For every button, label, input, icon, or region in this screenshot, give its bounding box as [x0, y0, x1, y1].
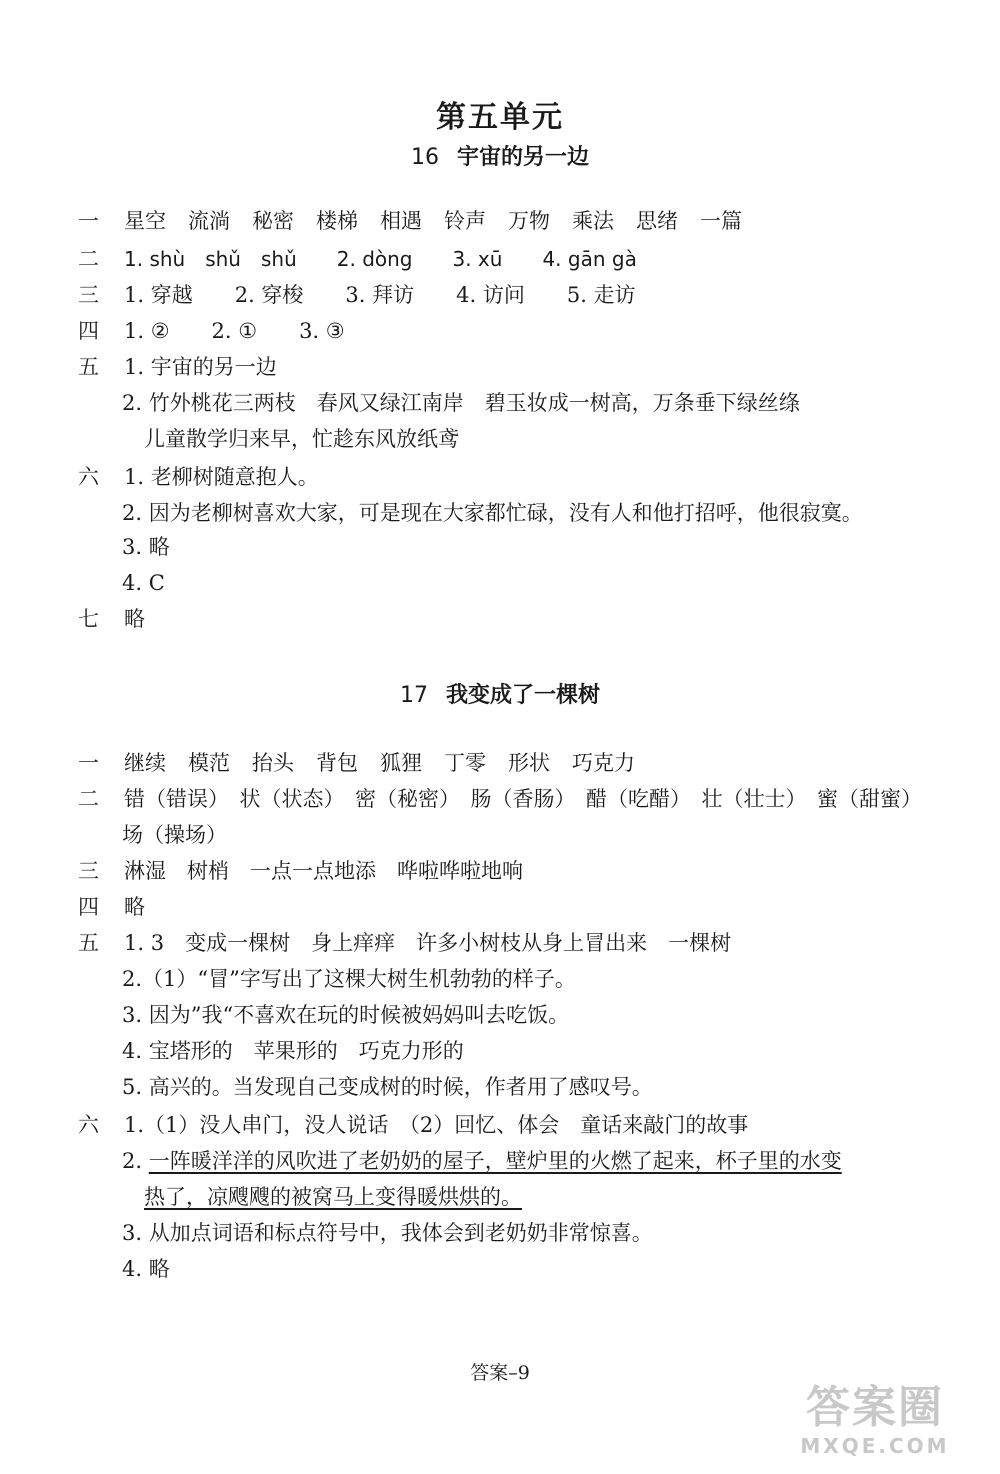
- answer-text: 1. ② 2. ① 3. ③: [124, 319, 345, 343]
- answer-text: 2. 因为老柳树喜欢大家，可是现在大家都忙碌，没有人和他打招呼，他很寂寞。: [122, 501, 863, 525]
- question-label: 四: [78, 319, 99, 343]
- answer-text: 淋湿 树梢 一点一点地添 哗啦哗啦地响: [124, 859, 523, 883]
- word: 继续: [124, 751, 166, 775]
- word: 丁零: [444, 751, 486, 775]
- unit-title: 第五单元: [436, 100, 564, 135]
- word: 巧克力: [572, 751, 635, 775]
- word: 楼梯: [316, 209, 358, 233]
- l17-q2: [78, 784, 922, 814]
- question-label: 六: [78, 1113, 99, 1137]
- watermark-logo-text: 答案圈: [806, 1382, 944, 1433]
- answer-text: 2. 竹外桃花三两枝 春风又绿江南岸 碧玉妆成一树高，万条垂下绿丝绦: [122, 391, 800, 415]
- l16-q4: [78, 316, 345, 346]
- answer-line: [144, 1182, 522, 1212]
- answer-text: 错（错误） 状（状态） 密（秘密） 肠（香肠） 醋（吃醋） 壮（壮士） 蜜（甜蜜）: [124, 787, 922, 811]
- answer-text: 场（操场）: [122, 823, 227, 847]
- question-label: 五: [78, 355, 99, 379]
- word: 乘法: [572, 209, 614, 233]
- l16-q7: [78, 604, 145, 634]
- underlined-text: 一阵暖洋洋的风吹进了老奶奶的屋子，壁炉里的火燃了起来，杯子里的水变: [148, 1149, 842, 1173]
- word: 流淌: [188, 209, 230, 233]
- l17-q3: [78, 856, 523, 886]
- answer-line: [122, 1146, 842, 1176]
- l17-q4: [78, 892, 145, 922]
- word: 形状: [508, 751, 550, 775]
- l16-q3: [78, 280, 636, 310]
- question-label: 二: [78, 787, 99, 811]
- lesson-17-title: [0, 678, 1000, 709]
- answer-text: 略: [124, 607, 145, 631]
- watermark-url: MXQE.COM: [800, 1434, 950, 1458]
- answer-text: 1.（1）没人串门，没人说话 （2）回忆、体会 童话来敲门的故事: [124, 1113, 749, 1137]
- lesson-16-title: [0, 140, 1000, 171]
- question-label: 三: [78, 283, 99, 307]
- word: 思绪: [636, 209, 678, 233]
- question-label: 七: [78, 607, 99, 631]
- answer-text: 3. 略: [122, 535, 170, 559]
- word: 相遇: [380, 209, 422, 233]
- answer-text: 1. 穿越 2. 穿梭 3. 拜访 4. 访问 5. 走访: [124, 283, 636, 307]
- answer-text: 1. 老柳树随意抱人。: [124, 465, 319, 489]
- word: 一篇: [700, 209, 742, 233]
- lesson-name: 我变成了一棵树: [445, 682, 600, 708]
- underlined-text: 热了，凉飕飕的被窝马上变得暖烘烘的。: [144, 1185, 522, 1209]
- l17-q6: [78, 1110, 748, 1140]
- question-label: 一: [78, 209, 99, 233]
- word: 万物: [508, 209, 550, 233]
- l16-q1: [78, 206, 742, 236]
- word: 模范: [188, 751, 230, 775]
- page-footer: 答案–9: [470, 1362, 530, 1384]
- l16-q5: [78, 352, 277, 382]
- l16-q6: [78, 462, 319, 492]
- l17-q1: [78, 748, 635, 778]
- question-label: 六: [78, 465, 99, 489]
- answer-text: 4. 宝塔形的 苹果形的 巧克力形的: [122, 1039, 464, 1063]
- answer-text: 1. 宇宙的另一边: [124, 355, 277, 379]
- answer-text: 4. 略: [122, 1257, 170, 1281]
- question-label: 五: [78, 931, 99, 955]
- lesson-number: 17: [399, 683, 428, 708]
- answer-text: 4. C: [122, 571, 165, 595]
- answer-text: 3. 从加点词语和标点符号中，我体会到老奶奶非常惊喜。: [122, 1221, 653, 1245]
- word: 秘密: [252, 209, 294, 233]
- l16-q2: [78, 244, 637, 274]
- answer-text: 略: [124, 895, 145, 919]
- question-label: 二: [78, 247, 99, 271]
- lesson-name: 宇宙的另一边: [456, 144, 589, 170]
- site-watermark: [770, 1382, 980, 1462]
- word: 铃声: [444, 209, 486, 233]
- answer-text: 1. shù shǔ shǔ 2. dòng 3. xū 4. gān gà: [124, 247, 637, 271]
- question-label: 一: [78, 751, 99, 775]
- answer-text: 3. 因为”我“不喜欢在玩的时候被妈妈叫去吃饭。: [122, 1003, 570, 1027]
- lesson-number: 16: [410, 145, 439, 170]
- answer-number: 2.: [122, 1149, 149, 1173]
- answer-text: 儿童散学归来早，忙趁东风放纸鸢: [144, 427, 459, 451]
- word: 狐狸: [380, 751, 422, 775]
- question-label: 三: [78, 859, 99, 883]
- question-label: 四: [78, 895, 99, 919]
- answer-text: 1. 3 变成一棵树 身上痒痒 许多小树枝从身上冒出来 一棵树: [124, 931, 732, 955]
- answer-text: 5. 高兴的。当发现自己变成树的时候，作者用了感叹号。: [122, 1075, 653, 1099]
- word: 抬头: [252, 751, 294, 775]
- word: 星空: [124, 209, 166, 233]
- word: 背包: [316, 751, 358, 775]
- l17-q5: [78, 928, 731, 958]
- answer-text: 2.（1）“冒”字写出了这棵大树生机勃勃的样子。: [122, 967, 576, 991]
